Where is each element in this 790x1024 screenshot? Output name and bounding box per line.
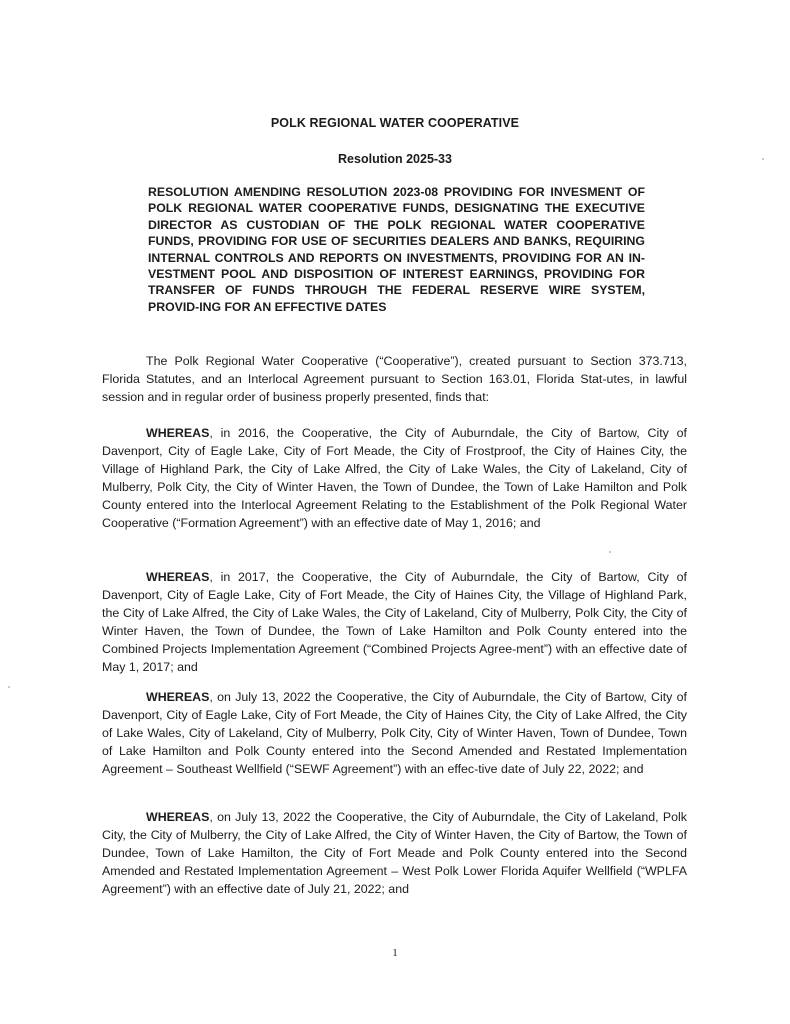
- whereas-text: , in 2016, the Cooperative, the City of Auburndale, the City of Bartow, City of Davenport, City of Eagle Lake, City of Fort Meade, the City of Frostproof, the City of Haines City, the Village of Highland Park, the City of Lake Alfred, the City of Lake Wales, the City of Lakeland, City of Mulberry, Polk City, the City of Winter Haven, the Town of Dundee, the Town of Lake Hamilton and Polk County entered into the Interlocal Agreement Relating to the Establishment of the Polk Regional Water Cooperative (“Formation Agreement”) with an effective date of May 1, 2016; and: [102, 426, 687, 530]
- resolution-number: Resolution 2025-33: [338, 152, 452, 166]
- whereas-text: , on July 13, 2022 the Cooperative, the City of Auburndale, the City of Lakeland, Polk City, the City of Mulberry, the City of Lake Alfred, the City of Winter Haven, the City of Bartow, the Town of Dundee, Town of Lake Hamilton, the City of Fort Meade and Polk County entered into the Second Amended and Restated Implementation Agreement – West Polk Lower Florida Aquifer Wellfield (“WPLFA Agreement”) with an effective date of July 21, 2022; and: [102, 810, 687, 896]
- whereas-lead: WHEREAS: [146, 810, 210, 824]
- scan-speck: [609, 551, 611, 553]
- whereas-paragraph-3: [102, 688, 687, 778]
- resolution-caption: RESOLUTION AMENDING RESOLUTION 2023-08 PROVIDING FOR INVESMENT OF POLK REGIONAL WATER COOPERATIVE FUNDS, DESIGNATING THE EXECUTIVE DIRECTOR AS CUSTODIAN OF THE POLK REGIONAL WATER COOPERATIVE FUNDS, PROVIDING FOR USE OF SECURITIES DEALERS AND BANKS, REQUIRING INTERNAL CONTROLS AND REPORTS ON INVESTMENTS, PROVIDING FOR AN IN-VESTMENT POOL AND DISPOSITION OF INTEREST EARNINGS, PROVIDING FOR TRANSFER OF FUNDS THROUGH THE FEDERAL RESERVE WIRE SYSTEM, PROVID-ING FOR AN EFFECTIVE DATES: [148, 185, 645, 314]
- whereas-text: , in 2017, the Cooperative, the City of Auburndale, the City of Bartow, City of Davenport, City of Eagle Lake, City of Fort Meade, the City of Haines City, the Village of Highland Park, the City of Lake Alfred, the City of Lake Wales, the City of Lakeland, City of Mulberry, Polk City, the City of Winter Haven, the Town of Dundee, the Town of Lake Hamilton and Polk County entered into the Combined Projects Implementation Agreement (“Combined Projects Agree-ment”) with an effective date of May 1, 2017; and: [102, 570, 687, 674]
- whereas-paragraph-1: [102, 424, 687, 532]
- intro-text: The Polk Regional Water Cooperative (“Cooperative”), created pursuant to Section 373.713, Florida Statutes, and an Interlocal Agreement pursuant to Section 163.01, Florida Stat-utes, in lawful session and in regular order of business properly presented, finds that:: [102, 354, 687, 404]
- whereas-text: , on July 13, 2022 the Cooperative, the City of Auburndale, the City of Bartow, City of Davenport, City of Eagle Lake, City of Fort Meade, the City of Haines City, the City of Lake Alfred, the City of Lake Wales, City of Lakeland, City of Mulberry, Polk City, City of Winter Haven, Town of Dundee, Town of Lake Hamilton and Polk County entered into the Second Amended and Restated Implementation Agreement – Southeast Wellfield (“SEWF Agreement”) with an effec-tive date of July 22, 2022; and: [102, 690, 687, 776]
- scan-speck: [762, 158, 764, 160]
- whereas-lead: WHEREAS: [146, 426, 210, 440]
- whereas-paragraph-2: [102, 568, 687, 676]
- whereas-lead: WHEREAS: [146, 570, 210, 584]
- whereas-paragraph-4: [102, 808, 687, 898]
- whereas-lead: WHEREAS: [146, 690, 210, 704]
- scan-speck: [8, 686, 10, 688]
- page-number: 1: [392, 947, 398, 959]
- intro-paragraph: [102, 352, 687, 406]
- organization-heading: POLK REGIONAL WATER COOPERATIVE: [270, 116, 520, 130]
